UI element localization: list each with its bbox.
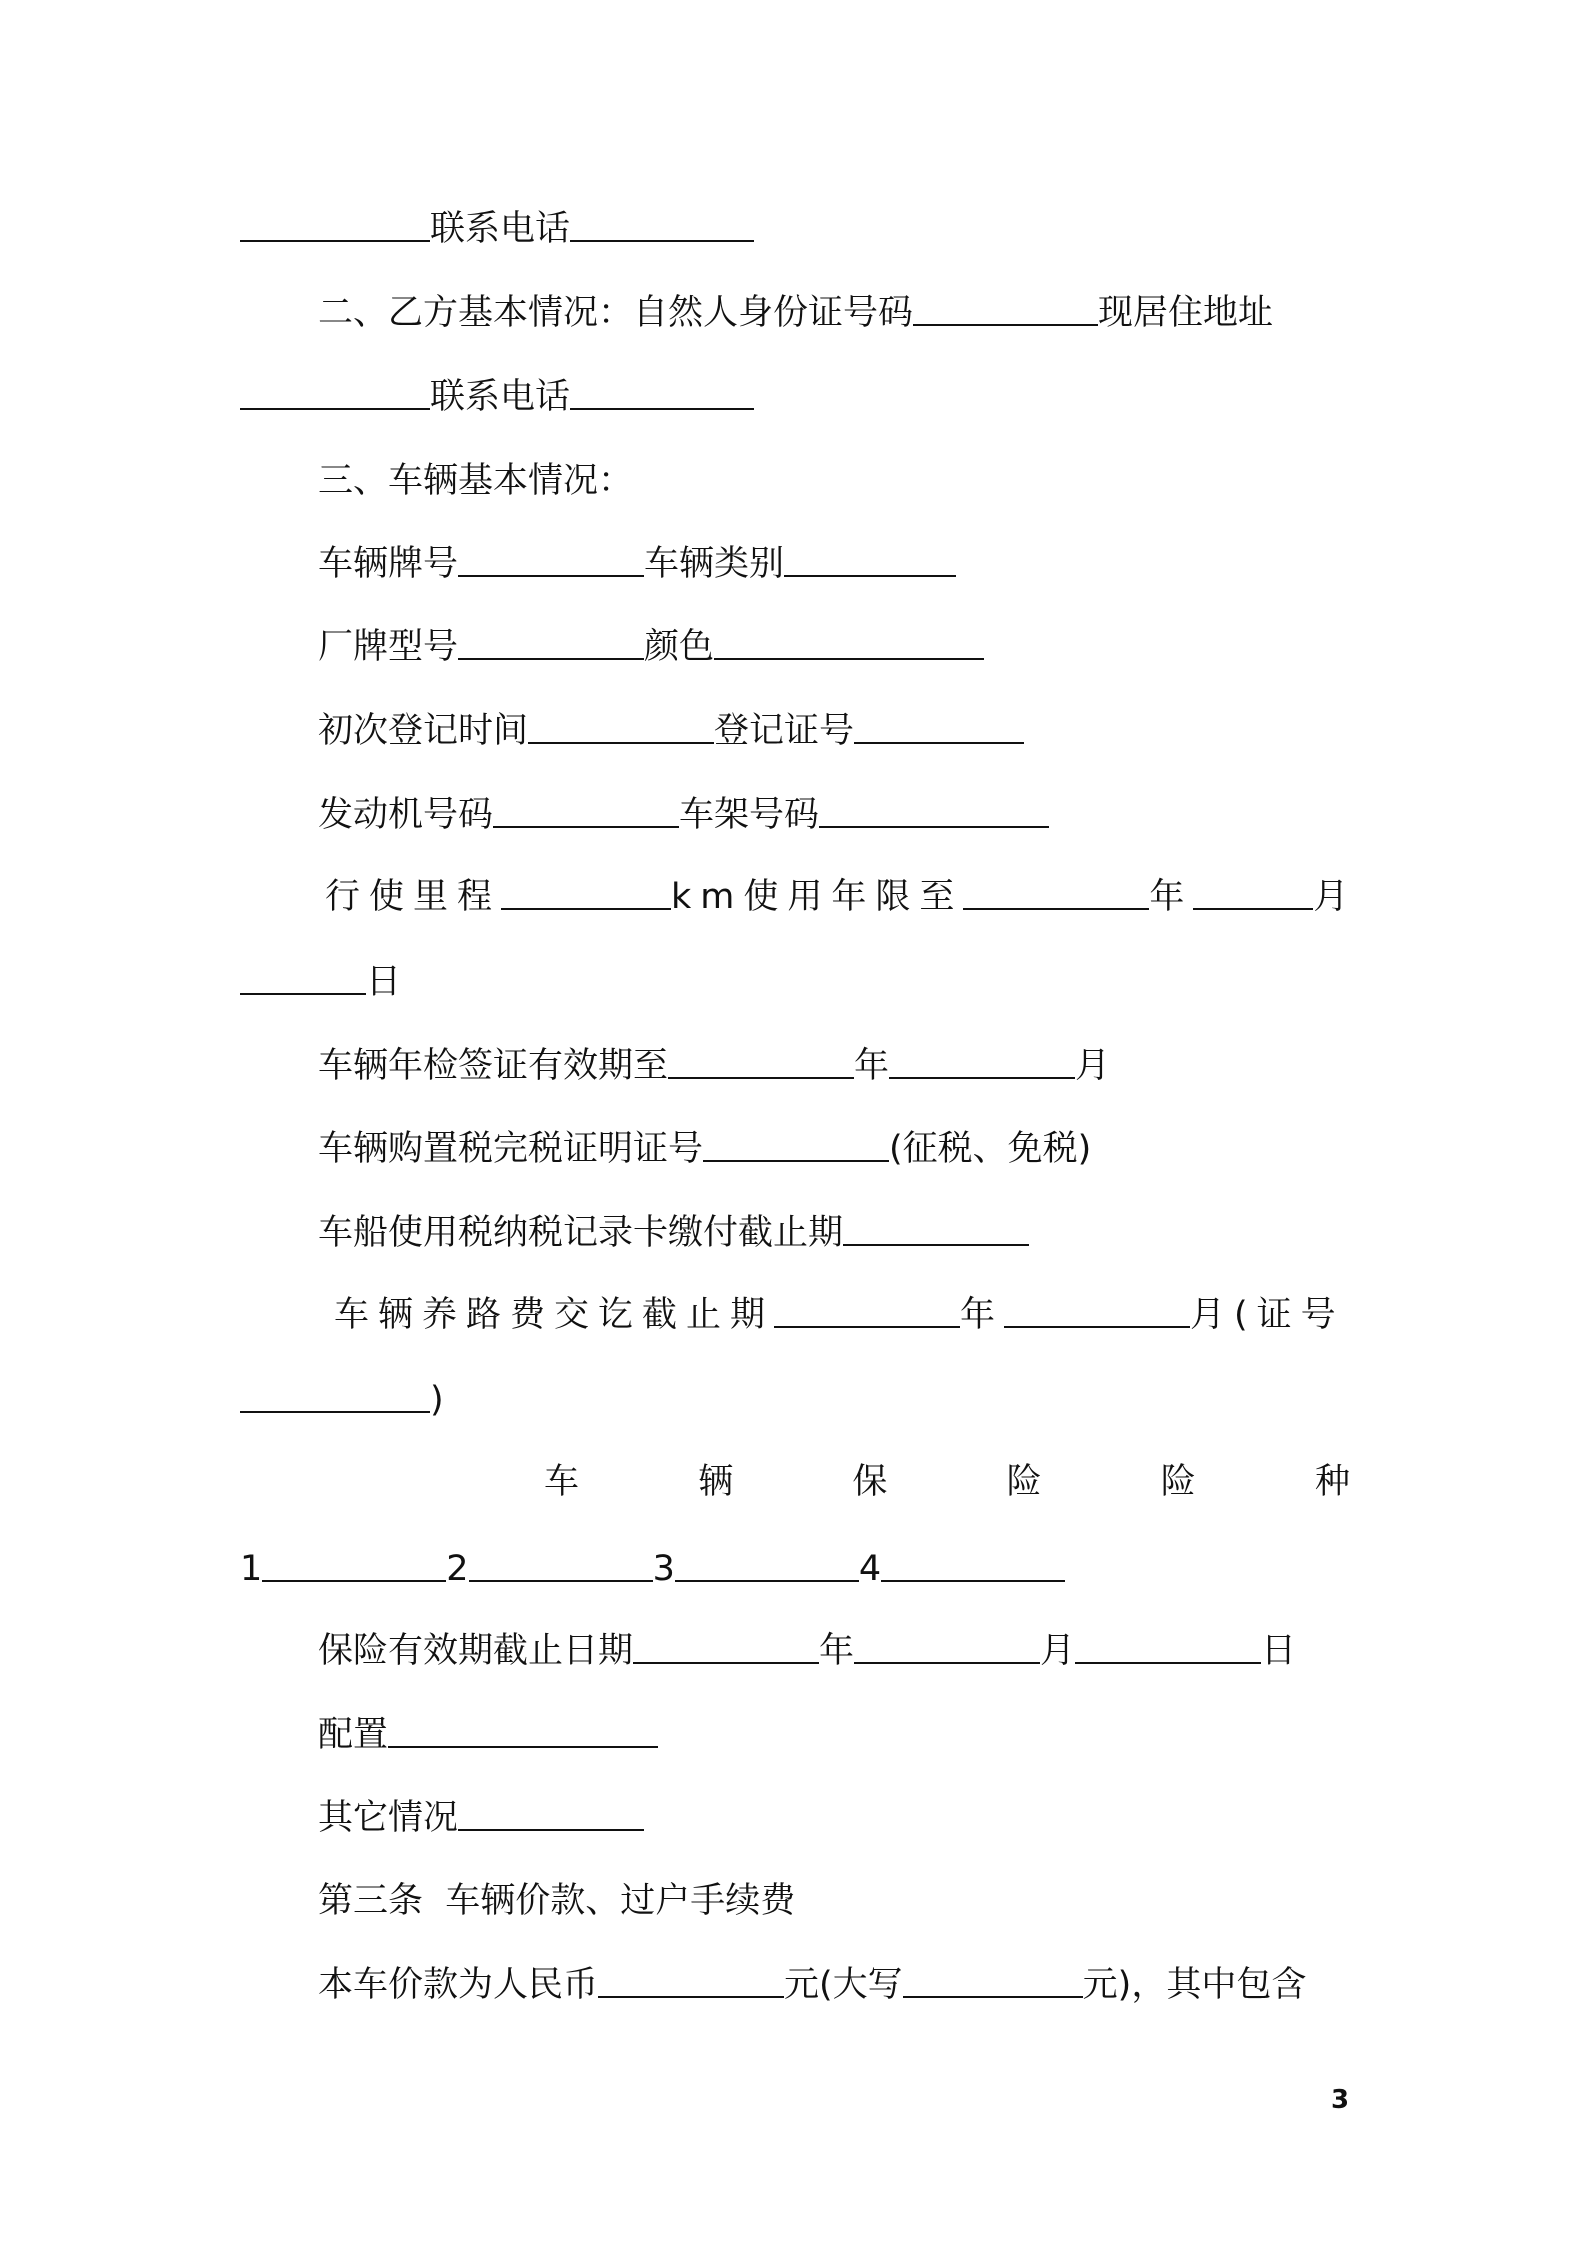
address-blank[interactable]: [240, 376, 430, 410]
model-color-line: [318, 620, 984, 674]
engine-number-label: 发动机号码: [318, 795, 494, 835]
purchase-tax-line: [318, 1122, 1091, 1176]
insurance-type-blank[interactable]: [262, 1548, 446, 1582]
year-label: 年: [960, 1295, 1005, 1335]
purchase-tax-blank[interactable]: [703, 1128, 889, 1162]
vehicle-section-heading: [318, 454, 633, 508]
month-label: 月: [1040, 1631, 1076, 1671]
engine-frame-line: [318, 788, 1049, 842]
party-b-info-line: [318, 286, 1273, 340]
mileage-line: [325, 870, 1357, 924]
year-label: 年: [854, 1046, 890, 1086]
registration-line: [318, 704, 1024, 758]
insurance-type-blank[interactable]: [469, 1548, 653, 1582]
day-label: 日: [366, 962, 402, 1002]
insurance-type-blank[interactable]: [675, 1548, 859, 1582]
party-b-id-label: 二、乙方基本情况：自然人身份证号码: [318, 293, 914, 333]
section-heading-text: 三、车辆基本情况：: [318, 461, 634, 501]
road-fee-line: [334, 1288, 1345, 1342]
first-registration-blank[interactable]: [528, 710, 714, 744]
certificate-number-blank[interactable]: [240, 1379, 430, 1413]
heading-char: 种: [1314, 1462, 1350, 1502]
article-three-title: 第三条 车辆价款、过户手续费: [318, 1881, 796, 1921]
frame-number-label: 车架号码: [679, 795, 820, 835]
category-label: 车辆类别: [644, 544, 785, 584]
category-blank[interactable]: [784, 543, 956, 577]
vessel-tax-label: 车船使用税纳税记录卡缴付截止期: [318, 1213, 844, 1253]
price-uppercase-blank[interactable]: [903, 1964, 1083, 1998]
heading-char: 辆: [698, 1462, 734, 1502]
item-number: 3: [652, 1549, 675, 1589]
configuration-line: [318, 1708, 658, 1762]
party-b-phone-line: [240, 370, 754, 424]
phone-blank[interactable]: [570, 208, 754, 242]
road-fee-month-blank[interactable]: [1004, 1294, 1190, 1328]
inspection-year-blank[interactable]: [668, 1045, 854, 1079]
month-certificate-label: 月(证号: [1190, 1295, 1345, 1335]
vessel-tax-line: [318, 1206, 1029, 1260]
insurance-expiry-label: 保险有效期截止日期: [318, 1631, 634, 1671]
plate-label: 车辆牌号: [318, 544, 459, 584]
frame-number-blank[interactable]: [819, 794, 1049, 828]
mileage-blank[interactable]: [501, 876, 671, 910]
purchase-tax-label: 车辆购置税完税证明证号: [318, 1129, 704, 1169]
address-label: 现居住地址: [1098, 293, 1274, 333]
heading-char: 险: [1006, 1462, 1042, 1502]
year-blank[interactable]: [963, 876, 1149, 910]
phone-blank[interactable]: [570, 376, 754, 410]
insurance-day-blank[interactable]: [1075, 1630, 1261, 1664]
model-blank[interactable]: [458, 626, 644, 660]
other-info-label: 其它情况: [318, 1798, 459, 1838]
phone-label: 联系电话: [430, 377, 571, 417]
inspection-line: [318, 1039, 1110, 1093]
closing-paren: ): [430, 1380, 444, 1420]
inspection-month-blank[interactable]: [889, 1045, 1075, 1079]
other-info-blank[interactable]: [458, 1797, 644, 1831]
item-number: 1: [240, 1549, 263, 1589]
id-number-blank[interactable]: [913, 292, 1098, 326]
price-label: 本车价款为人民币: [318, 1965, 599, 2005]
day-label: 日: [1261, 1631, 1297, 1671]
price-line: [318, 1958, 1306, 2012]
year-label: 年: [819, 1631, 855, 1671]
month-label: 月: [1075, 1046, 1111, 1086]
party-a-phone-line: [240, 202, 754, 256]
page-number: 3: [1330, 2085, 1350, 2115]
insurance-type-blank[interactable]: [881, 1548, 1065, 1582]
plate-category-line: [318, 537, 956, 591]
address-blank[interactable]: [240, 208, 430, 242]
road-fee-certificate-line: [240, 1373, 444, 1427]
year-label: 年: [1149, 877, 1194, 917]
vessel-tax-blank[interactable]: [843, 1212, 1029, 1246]
color-blank[interactable]: [714, 626, 984, 660]
item-number: 4: [858, 1549, 882, 1589]
insurance-types-line: [240, 1542, 1065, 1596]
plate-blank[interactable]: [458, 543, 644, 577]
other-info-line: [318, 1791, 644, 1845]
registration-number-blank[interactable]: [854, 710, 1024, 744]
registration-number-label: 登记证号: [714, 711, 855, 751]
heading-char: 车: [544, 1462, 580, 1502]
inspection-label: 车辆年检签证有效期至: [318, 1046, 669, 1086]
insurance-year-blank[interactable]: [633, 1630, 819, 1664]
price-uppercase-label: 元(大写: [784, 1965, 903, 2005]
insurance-month-blank[interactable]: [854, 1630, 1040, 1664]
item-number: 2: [446, 1549, 469, 1589]
configuration-label: 配置: [318, 1715, 389, 1755]
color-label: 颜色: [644, 627, 715, 667]
mileage-day-line: [240, 955, 401, 1009]
heading-char: 保: [852, 1462, 888, 1502]
price-includes-text: 元)，其中包含: [1082, 1965, 1307, 2005]
model-label: 厂牌型号: [318, 627, 459, 667]
configuration-blank[interactable]: [388, 1714, 658, 1748]
month-blank[interactable]: [1193, 876, 1313, 910]
road-fee-label: 车辆养路费交讫截止期: [334, 1295, 775, 1335]
heading-char: 险: [1160, 1462, 1196, 1502]
tax-status-text: (征税、免税): [889, 1129, 1092, 1169]
mileage-label: 行使里程: [325, 877, 502, 917]
first-registration-label: 初次登记时间: [318, 711, 529, 751]
month-label: 月: [1313, 877, 1358, 917]
road-fee-year-blank[interactable]: [774, 1294, 960, 1328]
article-three-heading: [318, 1874, 795, 1928]
day-blank[interactable]: [240, 961, 366, 995]
usage-limit-label: km使用年限至: [671, 877, 964, 917]
engine-number-blank[interactable]: [493, 794, 679, 828]
price-amount-blank[interactable]: [598, 1964, 784, 1998]
insurance-type-heading: [544, 1455, 1350, 1509]
phone-label: 联系电话: [430, 209, 571, 249]
insurance-expiry-line: [318, 1624, 1296, 1678]
